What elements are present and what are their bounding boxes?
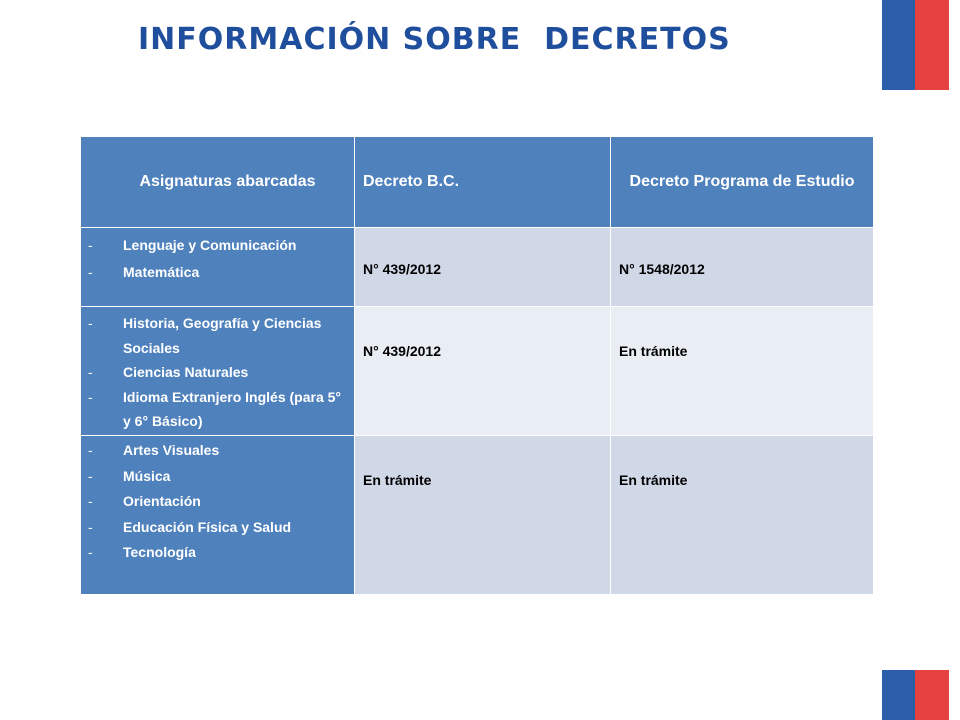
flag-red-stripe (915, 0, 949, 90)
decreto-programa-value: En trámite (619, 343, 688, 359)
subject-list (81, 436, 354, 566)
subject-item: - Matemática (81, 259, 348, 286)
subject-item: - Lenguaje y Comunicación (81, 232, 348, 259)
flag-blue-stripe (882, 0, 915, 90)
subject-item: - Educación Física y Salud (81, 515, 348, 541)
header-decreto-bc-label: Decreto B.C. (363, 173, 460, 190)
header-decreto-bc (355, 137, 611, 228)
decreto-bc-cell (355, 307, 611, 436)
decreto-programa-cell (611, 307, 874, 436)
subject-list (81, 228, 354, 286)
decreto-programa-cell (611, 228, 874, 307)
decreto-bc-cell (355, 436, 611, 595)
header-asignaturas (81, 137, 355, 228)
subjects-cell (81, 436, 355, 595)
table-header-row (81, 137, 874, 228)
decretos-table (80, 136, 874, 595)
decreto-programa-value: N° 1548/2012 (619, 261, 705, 277)
flag-decoration-top (882, 0, 949, 90)
subject-item: - Orientación (81, 489, 348, 515)
subject-list (81, 307, 354, 434)
subject-item: - Idioma Extranjero Inglés (para 5° y 6° Básico) (81, 385, 348, 434)
subject-item: - Historia, Geografía y Ciencias Sociales (81, 311, 348, 360)
header-decreto-programa (611, 137, 874, 228)
page-title: INFORMACIÓN SOBRE DECRETOS (138, 22, 731, 57)
decreto-bc-value: En trámite (363, 472, 432, 488)
decreto-bc-cell (355, 228, 611, 307)
flag-blue-stripe (882, 670, 915, 720)
table-row (81, 307, 874, 436)
subjects-cell (81, 228, 355, 307)
subject-item: - Música (81, 464, 348, 490)
subject-item: - Tecnología (81, 540, 348, 566)
decreto-programa-value: En trámite (619, 472, 688, 488)
table-row (81, 228, 874, 307)
table-row (81, 436, 874, 595)
subject-item: - Artes Visuales (81, 438, 348, 464)
subject-item: - Ciencias Naturales (81, 360, 348, 385)
flag-red-stripe (915, 670, 949, 720)
subjects-cell (81, 307, 355, 436)
header-asignaturas-label: Asignaturas abarcadas (139, 173, 316, 190)
decreto-programa-cell (611, 436, 874, 595)
header-decreto-programa-label: Decreto Programa de Estudio (629, 173, 855, 190)
flag-decoration-bottom (882, 670, 949, 720)
decreto-bc-value: N° 439/2012 (363, 261, 441, 277)
decreto-bc-value: N° 439/2012 (363, 343, 441, 359)
